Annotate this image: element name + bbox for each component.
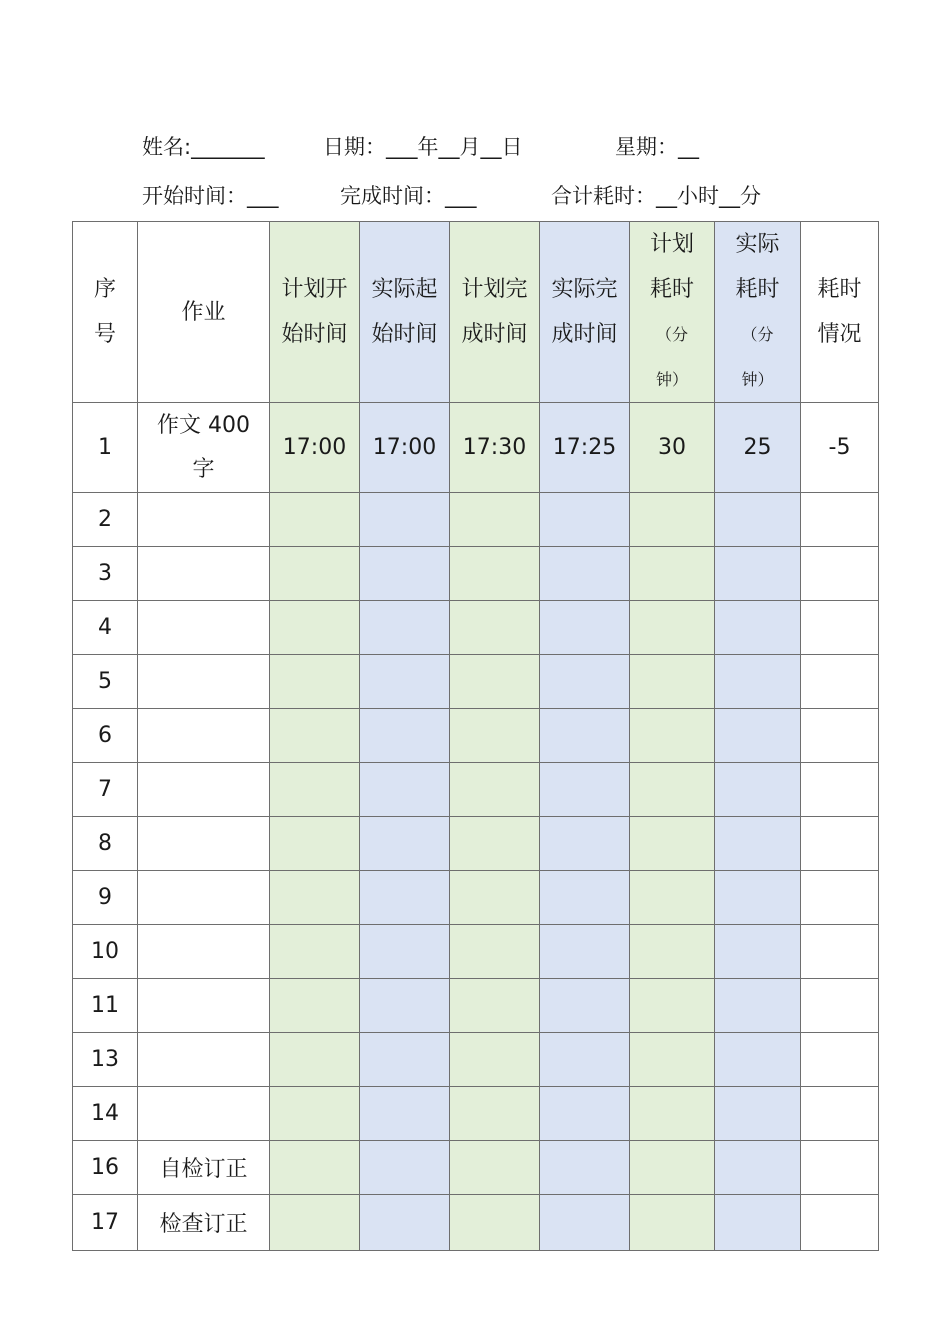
plan-end-cell[interactable] xyxy=(450,493,540,547)
actual-start-cell[interactable] xyxy=(360,979,450,1033)
actual-start-cell[interactable] xyxy=(360,817,450,871)
plan-start-cell[interactable] xyxy=(270,925,360,979)
actual-duration-cell[interactable] xyxy=(715,817,801,871)
actual-end-cell[interactable]: 17:25 xyxy=(540,403,630,493)
task-cell-line-2: 字 xyxy=(192,456,215,482)
table-row xyxy=(73,1033,879,1087)
actual-end-cell[interactable] xyxy=(540,1087,630,1141)
seq-cell: 2 xyxy=(73,493,138,547)
header-plan-duration-line-4: 钟） xyxy=(655,370,688,389)
plan-duration-cell[interactable] xyxy=(630,1195,715,1251)
actual-start-cell[interactable] xyxy=(360,655,450,709)
diff-cell[interactable] xyxy=(801,601,879,655)
plan-end-cell[interactable] xyxy=(450,601,540,655)
table-row xyxy=(73,1087,879,1141)
plan-duration-cell[interactable] xyxy=(630,655,715,709)
table-row xyxy=(73,709,879,763)
task-cell[interactable] xyxy=(138,763,270,817)
weekday-field[interactable]: 星期：__ xyxy=(615,135,699,159)
header-plan-end-line-2: 成时间 xyxy=(461,322,528,347)
diff-cell[interactable] xyxy=(801,979,879,1033)
task-cell[interactable]: 检查订正 xyxy=(138,1195,270,1251)
plan-start-cell[interactable] xyxy=(270,655,360,709)
actual-start-cell[interactable] xyxy=(360,601,450,655)
plan-start-cell[interactable] xyxy=(270,1033,360,1087)
header-seq-line-2: 号 xyxy=(93,322,116,347)
homework-time-table xyxy=(72,221,879,1251)
actual-duration-cell[interactable] xyxy=(715,1033,801,1087)
task-cell[interactable]: 自检订正 xyxy=(138,1141,270,1195)
seq-cell: 13 xyxy=(73,1033,138,1087)
task-cell[interactable] xyxy=(138,925,270,979)
header-plan-duration-line-1: 计划 xyxy=(649,232,694,257)
actual-duration-cell[interactable] xyxy=(715,979,801,1033)
start-time-field[interactable]: 开始时间：___ xyxy=(142,184,279,208)
actual-start-cell[interactable] xyxy=(360,1141,450,1195)
header-seq xyxy=(73,222,138,403)
plan-end-cell[interactable] xyxy=(450,1033,540,1087)
diff-cell[interactable] xyxy=(801,763,879,817)
actual-end-cell[interactable] xyxy=(540,817,630,871)
seq-cell: 1 xyxy=(73,403,138,493)
plan-start-cell[interactable] xyxy=(270,817,360,871)
table-row xyxy=(73,763,879,817)
actual-duration-cell[interactable] xyxy=(715,871,801,925)
diff-cell[interactable] xyxy=(801,1087,879,1141)
plan-start-cell[interactable] xyxy=(270,871,360,925)
actual-start-cell[interactable] xyxy=(360,547,450,601)
seq-cell: 9 xyxy=(73,871,138,925)
plan-start-cell[interactable] xyxy=(270,1087,360,1141)
table-row xyxy=(73,817,879,871)
task-cell[interactable] xyxy=(138,979,270,1033)
actual-duration-cell[interactable] xyxy=(715,655,801,709)
plan-duration-cell[interactable] xyxy=(630,871,715,925)
header-actual-end-line-1: 实际完 xyxy=(551,277,618,302)
header-actual-start-line-1: 实际起 xyxy=(371,277,438,302)
table-row xyxy=(73,871,879,925)
task-cell[interactable] xyxy=(138,1033,270,1087)
plan-start-cell[interactable] xyxy=(270,709,360,763)
header-plan-start-line-2: 始时间 xyxy=(281,322,348,347)
task-cell-line-1: 作文 400 xyxy=(157,412,250,438)
actual-start-cell[interactable] xyxy=(360,871,450,925)
actual-duration-cell[interactable] xyxy=(715,601,801,655)
actual-duration-cell[interactable] xyxy=(715,1141,801,1195)
header-actual-end xyxy=(540,222,630,403)
actual-end-cell[interactable] xyxy=(540,1033,630,1087)
plan-end-cell[interactable] xyxy=(450,547,540,601)
seq-cell: 14 xyxy=(73,1087,138,1141)
plan-end-cell[interactable] xyxy=(450,817,540,871)
header-actual-start-line-2: 始时间 xyxy=(371,322,438,347)
task-cell[interactable] xyxy=(138,817,270,871)
plan-end-cell[interactable]: 17:30 xyxy=(450,403,540,493)
table-row xyxy=(73,493,879,547)
table-row xyxy=(73,1141,879,1195)
plan-duration-cell[interactable] xyxy=(630,601,715,655)
plan-end-cell[interactable] xyxy=(450,709,540,763)
diff-cell[interactable] xyxy=(801,925,879,979)
seq-cell: 4 xyxy=(73,601,138,655)
actual-duration-cell[interactable] xyxy=(715,763,801,817)
actual-start-cell[interactable] xyxy=(360,1033,450,1087)
table-row xyxy=(73,979,879,1033)
seq-cell: 11 xyxy=(73,979,138,1033)
header-task-label: 作业 xyxy=(181,299,226,325)
actual-duration-cell[interactable] xyxy=(715,1087,801,1141)
date-field[interactable]: 日期：___年__月__日 xyxy=(323,135,523,159)
seq-cell: 8 xyxy=(73,817,138,871)
diff-cell[interactable] xyxy=(801,871,879,925)
header-task xyxy=(138,222,270,403)
seq-cell: 16 xyxy=(73,1141,138,1195)
actual-duration-cell[interactable] xyxy=(715,493,801,547)
end-time-field[interactable]: 完成时间：___ xyxy=(340,184,477,208)
header-actual-duration xyxy=(715,222,801,403)
plan-start-cell[interactable] xyxy=(270,1195,360,1251)
plan-start-cell[interactable] xyxy=(270,601,360,655)
header-actual-duration-line-4: 钟） xyxy=(741,370,774,389)
actual-end-cell[interactable] xyxy=(540,763,630,817)
table-row xyxy=(73,601,879,655)
table-row xyxy=(73,1195,879,1251)
task-cell[interactable] xyxy=(138,655,270,709)
header-diff xyxy=(801,222,879,403)
plan-end-cell[interactable] xyxy=(450,1087,540,1141)
actual-end-cell[interactable] xyxy=(540,709,630,763)
plan-duration-cell[interactable] xyxy=(630,493,715,547)
actual-start-cell[interactable]: 17:00 xyxy=(360,403,450,493)
plan-end-cell[interactable] xyxy=(450,925,540,979)
plan-duration-cell[interactable] xyxy=(630,979,715,1033)
name-field[interactable]: 姓名:_______ xyxy=(142,135,265,159)
header-actual-start xyxy=(360,222,450,403)
table-row xyxy=(73,403,879,493)
header-actual-duration-line-1: 实际 xyxy=(735,232,780,257)
plan-end-cell[interactable] xyxy=(450,1195,540,1251)
header-diff-line-2: 情况 xyxy=(817,322,862,347)
header-actual-duration-line-3: （分 xyxy=(741,325,774,344)
plan-start-cell[interactable] xyxy=(270,763,360,817)
seq-cell: 3 xyxy=(73,547,138,601)
plan-start-cell[interactable] xyxy=(270,547,360,601)
header-plan-duration xyxy=(630,222,715,403)
header-seq-line-1: 序 xyxy=(93,277,116,302)
header-actual-end-line-2: 成时间 xyxy=(551,322,618,347)
actual-end-cell[interactable] xyxy=(540,493,630,547)
plan-duration-cell[interactable] xyxy=(630,1033,715,1087)
plan-duration-cell[interactable] xyxy=(630,817,715,871)
plan-start-cell[interactable] xyxy=(270,1141,360,1195)
plan-duration-cell[interactable] xyxy=(630,547,715,601)
actual-start-cell[interactable] xyxy=(360,1195,450,1251)
header-plan-end xyxy=(450,222,540,403)
actual-start-cell[interactable] xyxy=(360,925,450,979)
diff-cell[interactable] xyxy=(801,493,879,547)
table-row xyxy=(73,547,879,601)
header-plan-start-line-1: 计划开 xyxy=(281,277,348,302)
plan-duration-cell[interactable] xyxy=(630,1141,715,1195)
plan-end-cell[interactable] xyxy=(450,655,540,709)
actual-end-cell[interactable] xyxy=(540,1141,630,1195)
actual-end-cell[interactable] xyxy=(540,979,630,1033)
plan-end-cell[interactable] xyxy=(450,1141,540,1195)
header-diff-line-1: 耗时 xyxy=(817,277,862,302)
total-time-field[interactable]: 合计耗时：__小时__分 xyxy=(551,184,761,208)
seq-cell: 6 xyxy=(73,709,138,763)
header-plan-start xyxy=(270,222,360,403)
plan-end-cell[interactable] xyxy=(450,871,540,925)
diff-cell[interactable] xyxy=(801,817,879,871)
actual-duration-cell[interactable] xyxy=(715,925,801,979)
actual-duration-cell[interactable] xyxy=(715,547,801,601)
plan-end-cell[interactable] xyxy=(450,763,540,817)
seq-cell: 17 xyxy=(73,1195,138,1251)
seq-cell: 7 xyxy=(73,763,138,817)
actual-duration-cell[interactable] xyxy=(715,1195,801,1251)
task-cell[interactable] xyxy=(138,493,270,547)
plan-duration-cell[interactable] xyxy=(630,925,715,979)
plan-duration-cell[interactable] xyxy=(630,1087,715,1141)
actual-end-cell[interactable] xyxy=(540,601,630,655)
diff-cell[interactable] xyxy=(801,1195,879,1251)
plan-duration-cell[interactable] xyxy=(630,763,715,817)
task-cell[interactable] xyxy=(138,403,270,493)
header-actual-duration-line-2: 耗时 xyxy=(735,277,780,302)
task-cell[interactable] xyxy=(138,1087,270,1141)
plan-duration-cell[interactable]: 30 xyxy=(630,403,715,493)
actual-duration-cell[interactable] xyxy=(715,709,801,763)
actual-end-cell[interactable] xyxy=(540,655,630,709)
actual-start-cell[interactable] xyxy=(360,1087,450,1141)
header-plan-duration-line-2: 耗时 xyxy=(649,277,694,302)
actual-end-cell[interactable] xyxy=(540,871,630,925)
table-row xyxy=(73,925,879,979)
header-plan-duration-line-3: （分 xyxy=(655,325,688,344)
diff-cell[interactable] xyxy=(801,655,879,709)
actual-end-cell[interactable] xyxy=(540,547,630,601)
diff-cell[interactable] xyxy=(801,547,879,601)
actual-end-cell[interactable] xyxy=(540,1195,630,1251)
task-cell[interactable] xyxy=(138,601,270,655)
actual-start-cell[interactable] xyxy=(360,709,450,763)
actual-end-cell[interactable] xyxy=(540,925,630,979)
diff-cell[interactable]: -5 xyxy=(801,403,879,493)
task-cell[interactable] xyxy=(138,709,270,763)
plan-start-cell[interactable] xyxy=(270,493,360,547)
actual-start-cell[interactable] xyxy=(360,493,450,547)
diff-cell[interactable] xyxy=(801,1141,879,1195)
seq-cell: 5 xyxy=(73,655,138,709)
diff-cell[interactable] xyxy=(801,1033,879,1087)
table-row xyxy=(73,655,879,709)
plan-duration-cell[interactable] xyxy=(630,709,715,763)
header-plan-end-line-1: 计划完 xyxy=(461,277,528,302)
task-cell[interactable] xyxy=(138,871,270,925)
plan-start-cell[interactable] xyxy=(270,979,360,1033)
actual-duration-cell[interactable]: 25 xyxy=(715,403,801,493)
task-cell[interactable] xyxy=(138,547,270,601)
plan-start-cell[interactable]: 17:00 xyxy=(270,403,360,493)
seq-cell: 10 xyxy=(73,925,138,979)
plan-end-cell[interactable] xyxy=(450,979,540,1033)
diff-cell[interactable] xyxy=(801,709,879,763)
actual-start-cell[interactable] xyxy=(360,763,450,817)
table-header-row xyxy=(73,222,879,403)
